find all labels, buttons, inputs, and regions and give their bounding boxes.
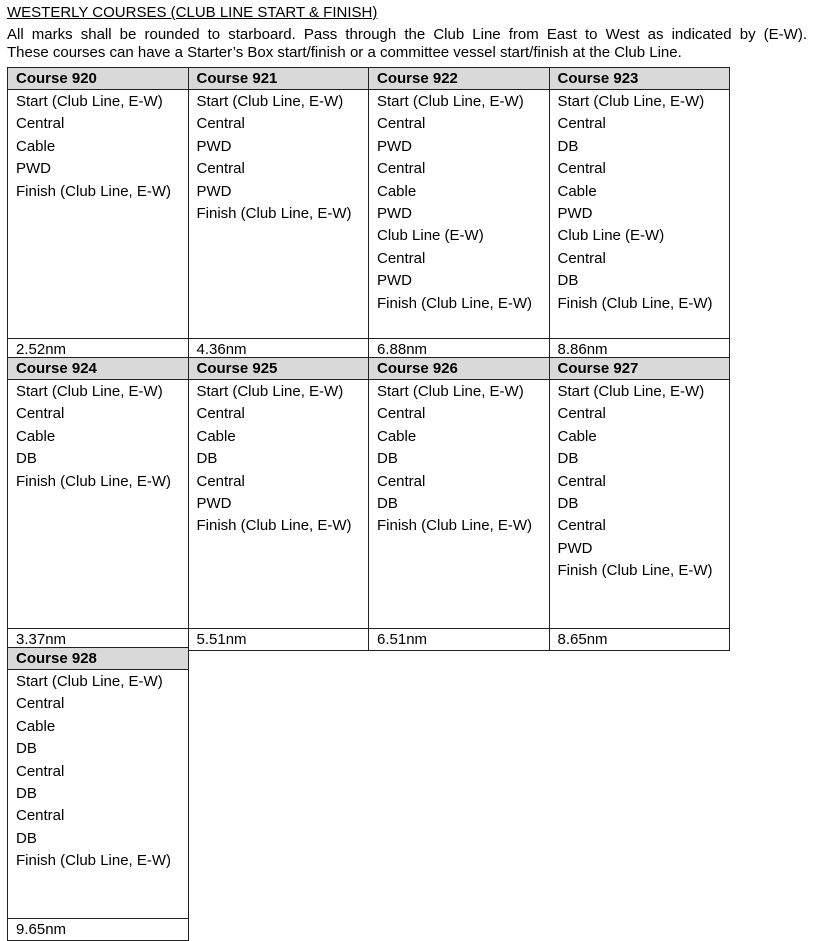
course-mark: Cable: [16, 427, 56, 445]
course-distance: 2.52nm: [8, 339, 189, 361]
course-mark: Cable: [557, 427, 597, 445]
course-mark: Finish (Club Line, E-W): [557, 294, 713, 312]
course-mark: Central: [557, 472, 606, 490]
course-mark: Finish (Club Line, E-W): [16, 472, 172, 490]
course-mark: Start (Club Line, E-W): [557, 383, 705, 400]
course-name: Course 923: [549, 68, 730, 90]
course-mark: Start (Club Line, E-W): [16, 673, 163, 690]
course-header-row: [8, 358, 730, 380]
course-mark: Finish (Club Line, E-W): [16, 182, 172, 200]
course-mark: DB: [196, 450, 218, 468]
course-mark: DB: [557, 494, 579, 512]
course-mark: Central: [557, 249, 606, 267]
course-marks-cell: [549, 380, 730, 629]
course-mark: PWD: [557, 204, 593, 222]
course-marks-cell: [369, 90, 550, 339]
course-mark: DB: [557, 272, 579, 290]
course-mark: Cable: [557, 182, 597, 200]
course-name: Course 926: [369, 358, 550, 380]
course-marks-cell: [188, 380, 369, 629]
course-mark: Club Line (E-W): [557, 227, 665, 245]
course-mark: DB: [16, 450, 37, 468]
course-name: Course 925: [188, 358, 369, 380]
course-mark: Finish (Club Line, E-W): [377, 517, 533, 535]
course-marks-cell: [8, 90, 189, 339]
course-marks-row: [8, 670, 189, 919]
course-mark: Central: [196, 472, 245, 490]
course-name: Course 924: [8, 358, 189, 380]
course-mark: Central: [377, 405, 426, 423]
course-mark: DB: [377, 494, 398, 512]
course-header-row: [8, 648, 189, 670]
course-mark: Central: [557, 517, 606, 535]
course-mark: Finish (Club Line, E-W): [196, 517, 352, 535]
course-mark: Central: [16, 695, 65, 713]
course-mark: Central: [16, 405, 65, 423]
course-name: Course 921: [188, 68, 369, 90]
course-mark: Start (Club Line, E-W): [16, 383, 163, 400]
course-marks-cell: [188, 90, 369, 339]
course-mark: PWD: [377, 137, 412, 155]
course-mark: PWD: [377, 272, 412, 290]
course-mark: Start (Club Line, E-W): [557, 93, 705, 110]
course-mark: Start (Club Line, E-W): [16, 93, 163, 110]
intro-line-2: These courses can have a Starter’s Box start/finish or a committee vessel start/finish at the Club Line.: [7, 44, 682, 61]
course-marks-cell: [549, 90, 730, 339]
course-distance: 4.36nm: [188, 339, 369, 361]
course-distance: 3.37nm: [8, 629, 189, 651]
course-mark: Central: [377, 249, 426, 267]
course-mark: Central: [557, 160, 606, 178]
course-marks-cell: [369, 380, 550, 629]
course-name: Course 928: [8, 648, 189, 670]
course-mark: PWD: [557, 539, 593, 557]
course-mark: PWD: [16, 160, 51, 178]
course-mark: Cable: [16, 137, 56, 155]
course-mark: Start (Club Line, E-W): [377, 93, 524, 110]
course-mark: Start (Club Line, E-W): [196, 383, 344, 400]
course-marks-row: [8, 90, 730, 339]
course-mark: Start (Club Line, E-W): [196, 93, 344, 110]
course-name: Course 922: [369, 68, 550, 90]
course-mark: Central: [16, 115, 65, 133]
course-distance: 8.65nm: [549, 629, 730, 651]
course-table-1: [7, 67, 730, 361]
course-mark: Start (Club Line, E-W): [377, 383, 524, 400]
course-mark: Cable: [377, 182, 417, 200]
page-heading: WESTERLY COURSES (CLUB LINE START & FINISH): [7, 4, 378, 21]
course-mark: PWD: [196, 182, 232, 200]
course-distance-row: [8, 919, 189, 941]
course-mark: Cable: [16, 717, 56, 735]
course-mark: PWD: [196, 137, 232, 155]
course-mark: Central: [377, 115, 426, 133]
course-mark: PWD: [196, 494, 232, 512]
course-mark: DB: [16, 829, 37, 847]
course-distance: 8.86nm: [549, 339, 730, 361]
course-distance: 9.65nm: [8, 919, 189, 941]
course-mark: DB: [557, 450, 579, 468]
course-mark: PWD: [377, 204, 412, 222]
course-mark: DB: [557, 137, 579, 155]
course-distance: 6.88nm: [369, 339, 550, 361]
course-mark: Central: [377, 160, 426, 178]
course-mark: Finish (Club Line, E-W): [377, 294, 533, 312]
course-mark: Central: [557, 115, 606, 133]
course-mark: Cable: [196, 427, 236, 445]
course-mark: Central: [196, 160, 245, 178]
course-mark: Central: [196, 405, 245, 423]
intro-paragraph: [7, 26, 807, 62]
course-mark: DB: [16, 740, 37, 758]
course-marks-row: [8, 380, 730, 629]
course-mark: DB: [16, 784, 37, 802]
course-mark: Central: [377, 472, 426, 490]
intro-line-1: All marks shall be rounded to starboard. Pass through the Club Line from East to West as indicated by (E-W).: [7, 26, 807, 43]
course-distance: 5.51nm: [188, 629, 369, 651]
course-mark: Central: [16, 807, 65, 825]
course-name: Course 920: [8, 68, 189, 90]
course-mark: Finish (Club Line, E-W): [557, 562, 713, 580]
course-mark: Central: [16, 762, 65, 780]
course-name: Course 927: [549, 358, 730, 380]
course-mark: Cable: [377, 427, 417, 445]
course-mark: Central: [557, 405, 606, 423]
course-table-3: [7, 647, 189, 941]
course-table-2: [7, 357, 730, 651]
course-mark: DB: [377, 450, 398, 468]
course-header-row: [8, 68, 730, 90]
course-mark: Club Line (E-W): [377, 227, 484, 245]
course-marks-cell: [8, 380, 189, 629]
course-mark: Central: [196, 115, 245, 133]
course-distance: 6.51nm: [369, 629, 550, 651]
course-mark: Finish (Club Line, E-W): [196, 204, 352, 222]
course-mark: Finish (Club Line, E-W): [16, 852, 172, 870]
course-marks-cell: [8, 670, 189, 919]
